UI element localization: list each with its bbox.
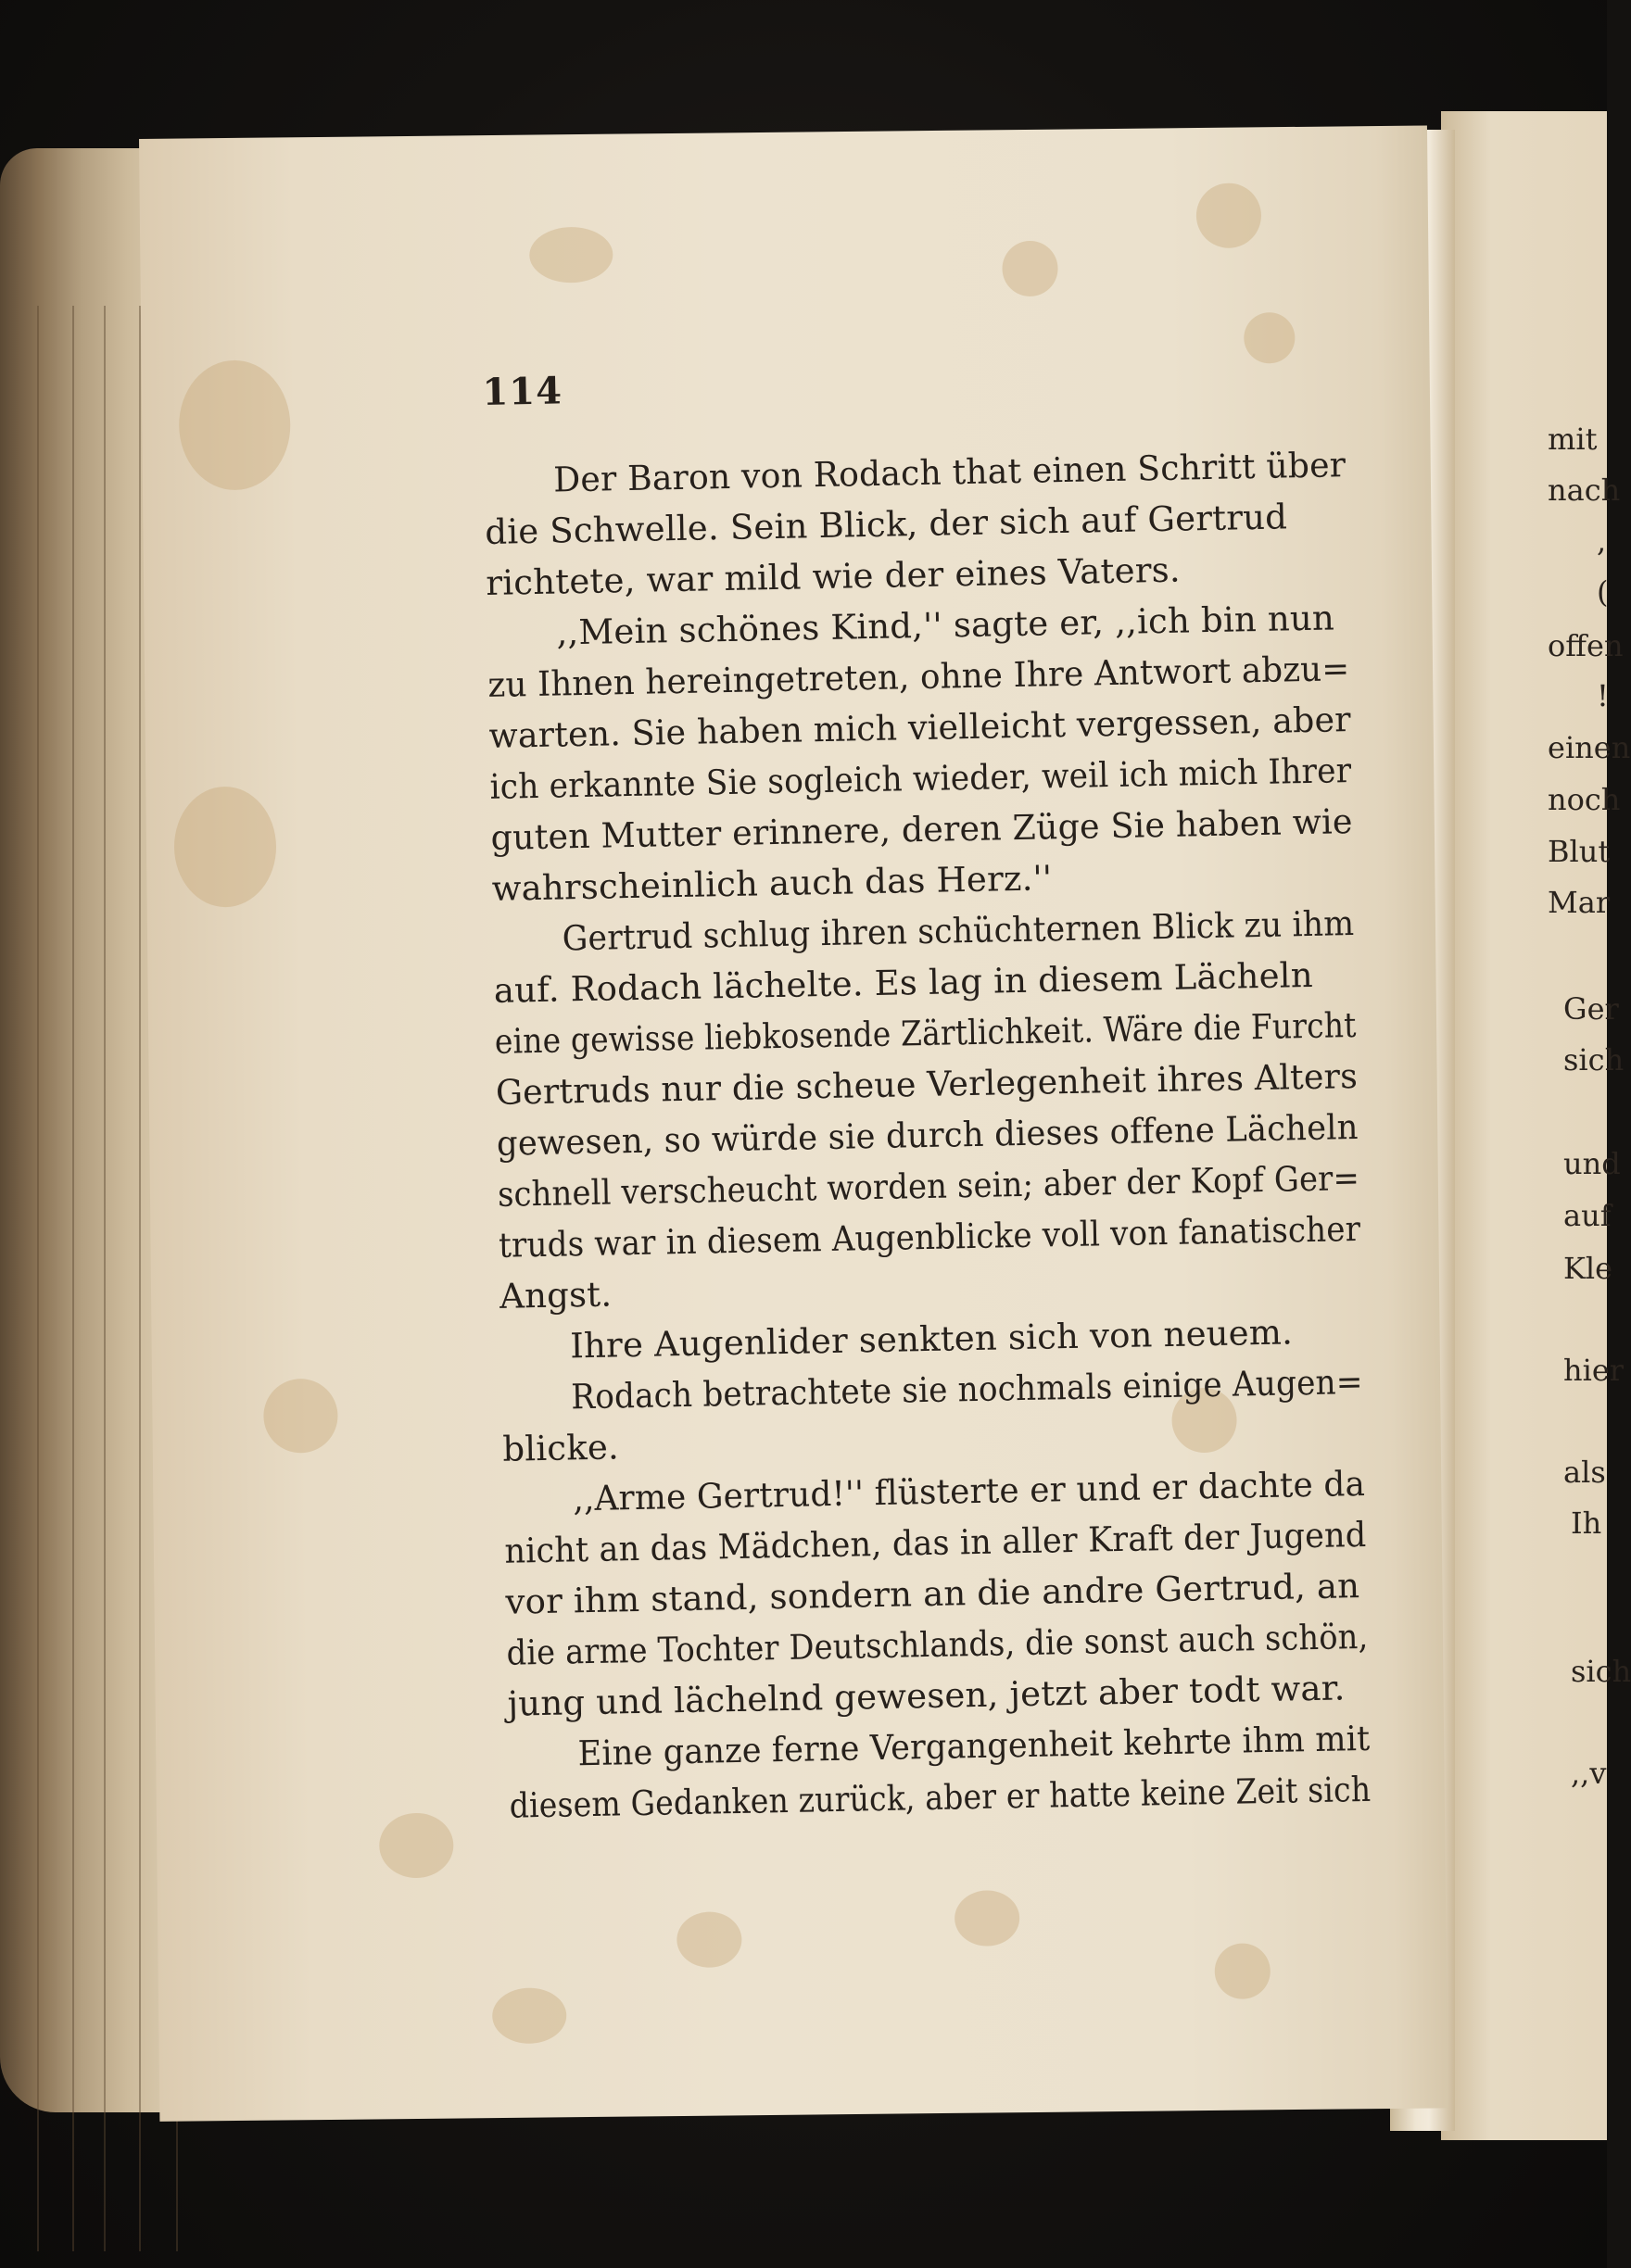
text-line: ich erkannte Sie sogleich wieder, weil ich mich Ihrer — [489, 750, 1352, 807]
text-line: warten. Sie haben mich vielleicht vergessen, aber — [488, 699, 1352, 756]
right-fragment: einen — [1548, 730, 1631, 765]
right-fragment: offen — [1548, 628, 1624, 663]
text-line: blicke. — [501, 1427, 620, 1469]
text-line: Gertrud schlug ihren schüchternen Blick zu ihm — [562, 903, 1355, 959]
text-line: nicht an das Mädchen, das in aller Kraft der Jugend — [504, 1514, 1367, 1571]
right-fragment: mit — [1548, 422, 1598, 457]
right-fragment: ! — [1597, 678, 1609, 713]
right-fragment: Blut — [1548, 834, 1611, 869]
text-line: Angst. — [499, 1274, 613, 1317]
right-fragment: ,,v — [1571, 1756, 1607, 1791]
right-fragment: sich — [1571, 1654, 1631, 1689]
right-fragment: nach — [1548, 472, 1621, 508]
text-line: ,,Arme Gertrud!'' flüsterte er und er dachte da — [572, 1463, 1366, 1519]
right-fragment: Kle — [1563, 1251, 1613, 1286]
right-fragment: hier — [1563, 1353, 1625, 1388]
text-line: diesem Gedanken zurück, aber er hatte keine Zeit sich — [509, 1769, 1372, 1826]
text-line: eine gewisse liebkosende Zärtlichkeit. Wäre die Furcht — [494, 1005, 1357, 1062]
text-line: truds war in diesem Augenblicke voll von fanatischer — [498, 1208, 1361, 1266]
text-line: wahrscheinlich auch das Herz.'' — [491, 858, 1053, 909]
text-line: gewesen, so würde sie durch dieses offene Lächeln — [496, 1107, 1359, 1164]
right-page — [1441, 111, 1631, 2140]
right-fragment: noch — [1548, 782, 1621, 817]
right-fragment: als — [1563, 1455, 1606, 1490]
text-line: Gertruds nur die scheue Verlegenheit ihres Alters — [495, 1056, 1359, 1113]
right-fragment: Ih — [1571, 1506, 1602, 1541]
text-line: zu Ihnen hereingetreten, ohne Ihre Antwort abzu= — [487, 649, 1350, 705]
right-fragment: Ger — [1563, 991, 1619, 1027]
text-line: richtete, war mild wie der eines Vaters. — [485, 549, 1182, 603]
right-fragment: , — [1597, 523, 1607, 559]
text-line: ,,Mein schönes Kind,'' sagte er, ,,ich bin nun — [556, 598, 1335, 653]
text-line: die arme Tochter Deutschlands, die sonst auch schön, — [506, 1616, 1369, 1673]
text-line: schnell verscheucht worden sein; aber der Kopf Ger= — [497, 1157, 1360, 1215]
text-line: Ihre Augenlider senkten sich von neuem. — [569, 1312, 1294, 1367]
right-fragment: sich — [1563, 1042, 1625, 1077]
right-fragment: auf — [1563, 1198, 1612, 1233]
right-fragment: Mar — [1548, 885, 1611, 920]
text-line: Rodach betrachtete sie nochmals einige Augen= — [570, 1361, 1364, 1418]
text-line: guten Mutter erinnere, deren Züge Sie haben wie — [490, 801, 1353, 858]
text-line: auf. Rodach lächelte. Es lag in diesem Lächeln — [493, 954, 1314, 1011]
text-line: jung und lächelnd gewesen, jetzt aber todt war. — [507, 1668, 1346, 1724]
text-line: Eine ganze ferne Vergangenheit kehrte ihm mit — [577, 1718, 1371, 1774]
text-line: Der Baron von Rodach that einen Schritt über — [552, 445, 1347, 500]
right-fragment: und — [1563, 1146, 1621, 1181]
right-fragment: ( — [1597, 574, 1609, 610]
text-line: die Schwelle. Sein Blick, der sich auf Gertrud — [484, 497, 1288, 552]
text-line: vor ihm stand, sondern an die andre Gertrud, an — [505, 1566, 1360, 1622]
page-number: 114 — [482, 369, 563, 414]
